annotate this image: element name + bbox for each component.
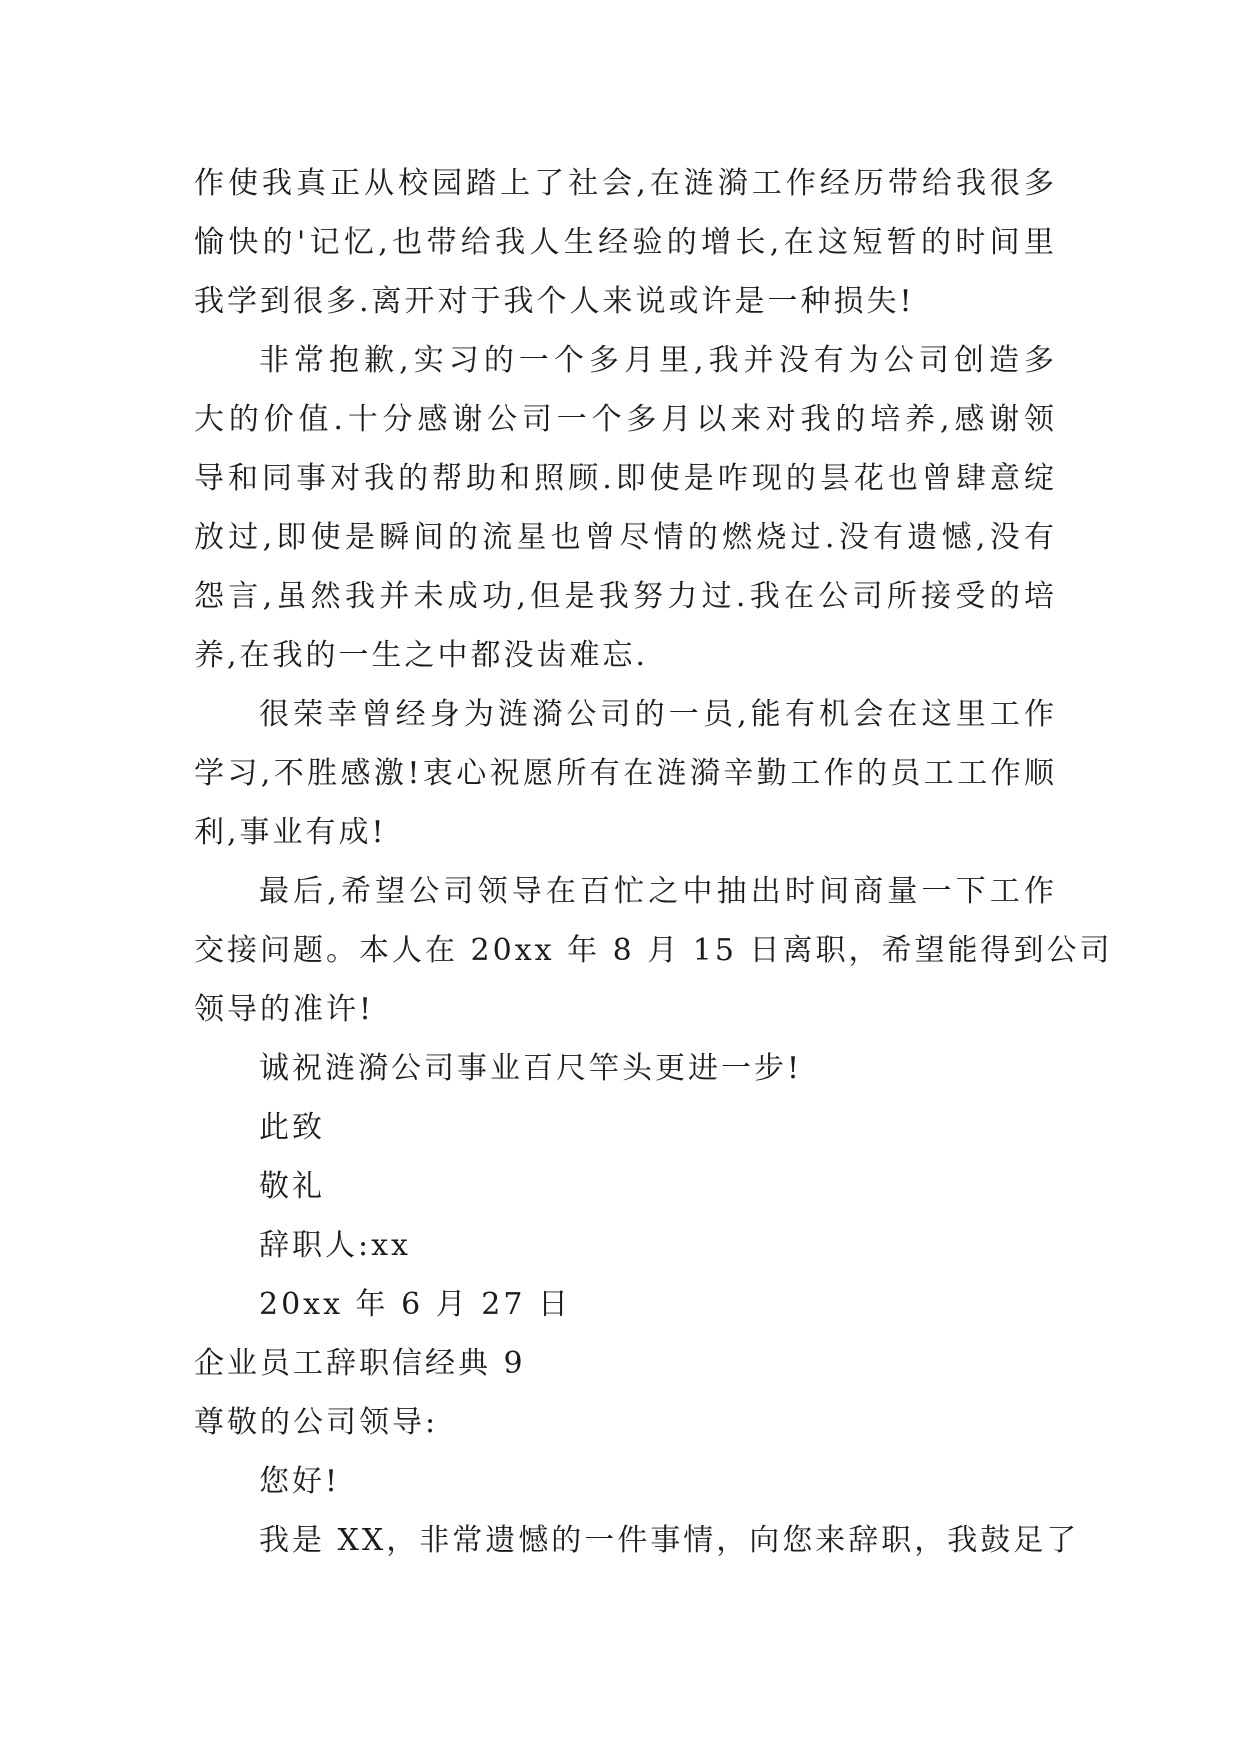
body-line: 学习,不胜感激!衷心祝愿所有在涟漪辛勤工作的员工工作顺 — [194, 756, 1057, 791]
letter-date: 20xx 年 6 月 27 日 — [259, 1287, 571, 1322]
body-line: 大的价值.十分感谢公司一个多月以来对我的培养,感谢领 — [194, 402, 1057, 437]
body-line: 非常抱歉,实习的一个多月里,我并没有为公司创造多 — [259, 343, 1057, 378]
signer: 辞职人:xx — [259, 1228, 411, 1263]
body-line: 最后,希望公司领导在百忙之中抽出时间商量一下工作 — [259, 874, 1057, 909]
paragraph — [194, 862, 1113, 1039]
hello-line: 您好! — [259, 1464, 341, 1499]
body-line: 利,事业有成! — [194, 815, 387, 850]
next-letter — [194, 1334, 1080, 1570]
body-line: 怨言,虽然我并未成功,但是我努力过.我在公司所接受的培 — [194, 579, 1057, 614]
body-line: 交接问题。本人在 20xx 年 8 月 15 日离职，希望能得到公司 — [194, 933, 1113, 968]
greeting: 尊敬的公司领导: — [194, 1405, 439, 1440]
letter-closing — [194, 1039, 1057, 1334]
body-line: 我是 XX，非常遗憾的一件事情，向您来辞职，我鼓足了 — [259, 1523, 1080, 1558]
body-line: 作使我真正从校园踏上了社会,在涟漪工作经历带给我很多 — [194, 166, 1057, 201]
body-line: 很荣幸曾经身为涟漪公司的一员,能有机会在这里工作 — [259, 697, 1057, 732]
paragraph — [194, 685, 1057, 862]
section-title: 企业员工辞职信经典 9 — [194, 1346, 526, 1381]
body-line: 导和同事对我的帮助和照顾.即使是咋现的昙花也曾肆意绽 — [194, 461, 1057, 496]
salutation-close: 敬礼 — [259, 1169, 325, 1204]
paragraph — [194, 331, 1057, 685]
paragraph — [194, 154, 1057, 331]
salutation-open: 此致 — [259, 1110, 325, 1145]
letter-text — [194, 154, 1113, 1570]
body-line: 领导的准许! — [194, 992, 375, 1027]
body-line: 养,在我的一生之中都没齿难忘. — [194, 638, 649, 673]
closing-wish: 诚祝涟漪公司事业百尺竿头更进一步! — [259, 1051, 803, 1086]
body-line: 放过,即使是瞬间的流星也曾尽情的燃烧过.没有遗憾,没有 — [194, 520, 1057, 555]
body-line: 愉快的'记忆,也带给我人生经验的增长,在这短暂的时间里 — [194, 225, 1057, 260]
body-line: 我学到很多.离开对于我个人来说或许是一种损失! — [194, 284, 915, 319]
